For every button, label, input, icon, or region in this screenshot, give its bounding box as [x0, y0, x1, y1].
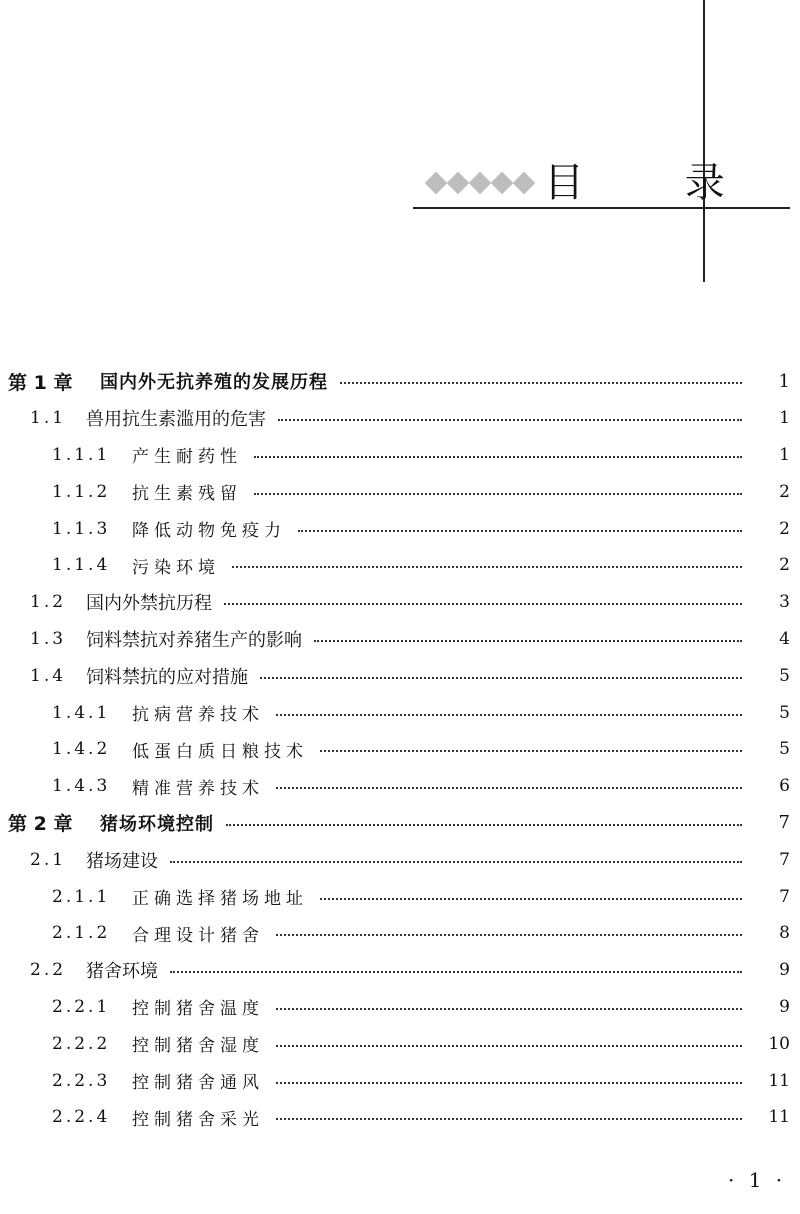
dot-leader	[276, 1008, 742, 1010]
toc-entry-page: 1	[778, 370, 790, 392]
toc-entry-title: 污染环境	[132, 557, 220, 578]
diamond-icon	[447, 172, 470, 195]
toc-entry-number: 1.4.2	[52, 739, 111, 760]
toc-entry-title: 饲料禁抗的应对措施	[86, 666, 248, 688]
toc-entry-title: 饲料禁抗对养猪生产的影响	[86, 629, 302, 651]
toc-entry[interactable]	[0, 841, 800, 878]
toc-entry-page: 11	[768, 1107, 790, 1128]
dot-leader	[170, 971, 742, 973]
toc-entry-number: 1.2	[30, 592, 67, 613]
toc-entry-title: 降低动物免疫力	[132, 521, 286, 542]
toc-entry-page: 11	[768, 1070, 790, 1091]
toc-entry-page: 1	[779, 444, 790, 465]
dot-leader	[340, 382, 742, 384]
toc-entry-number: 2.2	[30, 960, 67, 981]
toc-entry-title: 猪场建设	[86, 850, 158, 872]
toc-entry-number: 1.1.1	[52, 444, 111, 465]
toc-entry-title: 抗生素残留	[132, 484, 242, 505]
toc-entry-number: 第 2 章	[8, 813, 73, 836]
toc-entry-title: 控制猪舍温度	[132, 999, 264, 1020]
toc-entry-number: 2.2.2	[52, 1033, 111, 1054]
toc-entry-title: 合理设计猪舍	[132, 925, 264, 946]
dot-leader	[314, 640, 742, 642]
page-title: 目 录	[544, 160, 769, 206]
toc-entry-page: 7	[779, 886, 790, 907]
toc-entry-page: 7	[779, 849, 790, 870]
toc-entry-number: 第 1 章	[8, 371, 73, 394]
toc-entry-number: 1.1.3	[52, 518, 111, 539]
toc-entry[interactable]	[0, 768, 800, 805]
toc-entry-page: 9	[779, 960, 790, 981]
toc-entry-number: 1.1.2	[52, 481, 111, 502]
dot-leader	[276, 934, 742, 936]
dot-leader	[170, 861, 742, 863]
toc-entry-title: 控制猪舍采光	[132, 1109, 264, 1130]
dot-leader	[224, 603, 742, 605]
toc-entry[interactable]	[0, 989, 800, 1026]
dot-leader	[276, 787, 742, 789]
diamond-icon	[513, 172, 536, 195]
toc-entry[interactable]	[0, 1062, 800, 1099]
dot-leader	[278, 419, 742, 421]
toc-entry[interactable]	[0, 1099, 800, 1136]
toc-entry[interactable]	[0, 400, 800, 437]
dot-leader	[254, 456, 742, 458]
toc-entry-number: 2.1.2	[52, 923, 111, 944]
dot-leader	[320, 898, 742, 900]
page-number: · 1 ·	[728, 1168, 787, 1192]
toc-entry-page: 5	[779, 702, 790, 723]
dot-leader	[276, 1118, 742, 1120]
toc-entry-page: 9	[779, 996, 790, 1017]
toc-entry-number: 2.1	[30, 849, 67, 870]
diamond-icon	[425, 172, 448, 195]
toc-entry[interactable]	[0, 1025, 800, 1062]
toc-heading	[428, 158, 769, 208]
toc-entry-page: 7	[778, 812, 790, 834]
toc-entry-page: 4	[779, 628, 790, 649]
toc-entry-page: 2	[779, 481, 790, 502]
toc-entry[interactable]	[0, 805, 800, 842]
dot-leader	[320, 750, 742, 752]
toc-entry-title: 产生耐药性	[132, 447, 242, 468]
toc-entry[interactable]	[0, 694, 800, 731]
dot-leader	[276, 714, 742, 716]
toc-entry-number: 2.2.3	[52, 1070, 111, 1091]
toc-entry-page: 2	[779, 518, 790, 539]
dot-leader	[276, 1082, 742, 1084]
toc-entry-title: 控制猪舍通风	[132, 1073, 264, 1094]
toc-entry-page: 8	[779, 923, 790, 944]
toc-entry-number: 1.3	[30, 628, 67, 649]
toc-entry-number: 1.4.1	[52, 702, 111, 723]
toc-entry[interactable]	[0, 657, 800, 694]
toc-entry-title: 国内外禁抗历程	[86, 593, 212, 615]
toc-entry-number: 1.4	[30, 665, 67, 686]
toc-entry-page: 6	[779, 776, 790, 797]
toc-entry-page: 10	[768, 1033, 790, 1054]
toc-entry-title: 控制猪舍湿度	[132, 1036, 264, 1057]
toc-entry[interactable]	[0, 437, 800, 474]
toc-entry-page: 5	[779, 739, 790, 760]
dot-leader	[276, 1045, 742, 1047]
toc-entry-number: 2.1.1	[52, 886, 111, 907]
toc-entry[interactable]	[0, 952, 800, 989]
toc-entry[interactable]	[0, 731, 800, 768]
dot-leader	[232, 566, 742, 568]
dot-leader	[298, 530, 742, 532]
toc-entry[interactable]	[0, 473, 800, 510]
toc-entry[interactable]	[0, 510, 800, 547]
toc-entry-title: 国内外无抗养殖的发展历程	[100, 372, 328, 394]
diamond-icon	[491, 172, 514, 195]
corner-vertical-rule	[703, 0, 705, 282]
table-of-contents	[0, 363, 800, 1136]
toc-entry[interactable]	[0, 363, 800, 400]
toc-entry-page: 3	[779, 592, 790, 613]
dot-leader	[226, 824, 742, 826]
toc-entry-page: 1	[779, 408, 790, 429]
toc-entry-page: 5	[779, 665, 790, 686]
toc-entry-number: 2.2.4	[52, 1107, 111, 1128]
toc-entry[interactable]	[0, 621, 800, 658]
toc-entry-title: 兽用抗生素滥用的危害	[86, 409, 266, 431]
toc-entry-title: 正确选择猪场地址	[132, 889, 308, 910]
toc-entry-title: 精准营养技术	[132, 778, 264, 799]
toc-entry-number: 1.4.3	[52, 776, 111, 797]
dot-leader	[254, 493, 742, 495]
toc-entry-page: 2	[779, 555, 790, 576]
dot-leader	[260, 677, 742, 679]
toc-entry-number: 1.1	[30, 408, 67, 429]
toc-entry[interactable]	[0, 547, 800, 584]
toc-entry-number: 2.2.1	[52, 996, 111, 1017]
toc-entry-number: 1.1.4	[52, 555, 111, 576]
decorative-diamonds	[428, 175, 532, 191]
toc-entry-title: 猪舍环境	[86, 961, 158, 983]
toc-entry-title: 抗病营养技术	[132, 705, 264, 726]
toc-entry[interactable]	[0, 878, 800, 915]
toc-entry-title: 猪场环境控制	[100, 813, 214, 835]
toc-entry[interactable]	[0, 915, 800, 952]
toc-entry-title: 低蛋白质日粮技术	[132, 741, 308, 762]
diamond-icon	[469, 172, 492, 195]
toc-entry[interactable]	[0, 584, 800, 621]
